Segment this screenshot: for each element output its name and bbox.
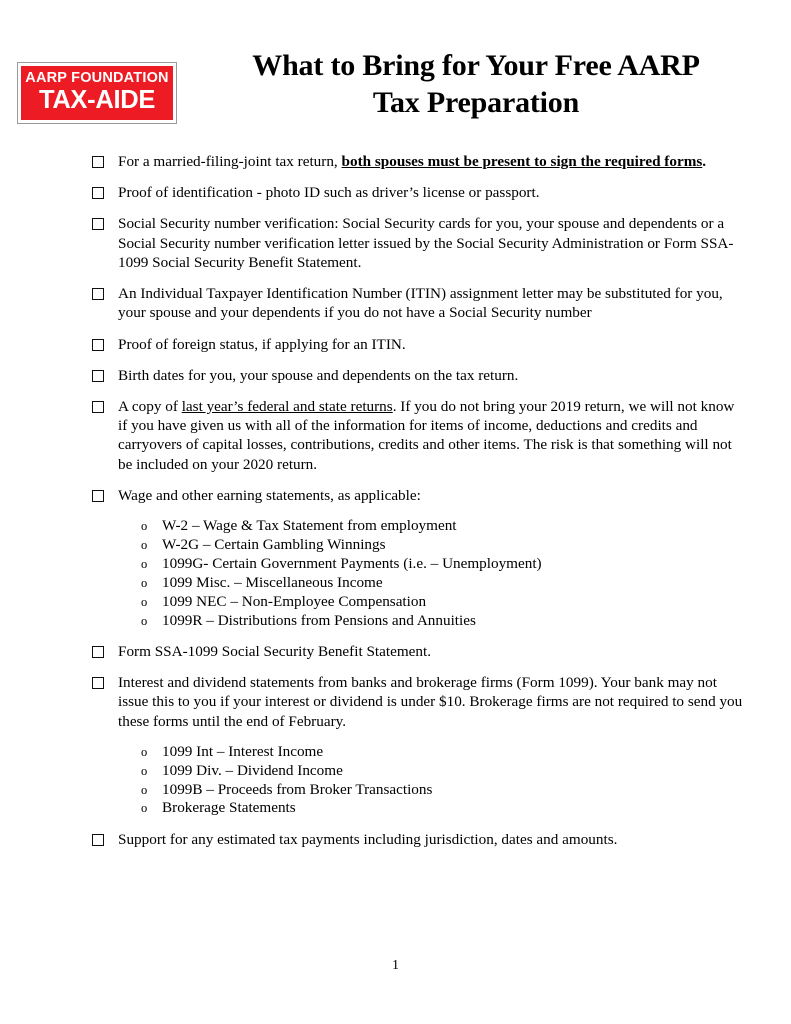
checklist-item-social-security-number-verification — [0, 214, 791, 272]
checkbox-icon[interactable] — [92, 370, 104, 382]
checklist-body — [0, 152, 791, 861]
checklist-item-text: Birth dates for you, your spouse and dependents on the tax return. — [118, 366, 519, 384]
list-item — [0, 799, 791, 817]
list-item-label: Brokerage Statements — [162, 799, 296, 817]
checklist-item-proof-of-identification — [0, 183, 791, 202]
checklist-item-prefix: A copy of — [118, 397, 182, 415]
interest-sublist — [0, 743, 791, 818]
list-item — [0, 555, 791, 573]
checklist-item-text: Wage and other earning statements, as applicable: — [118, 486, 421, 504]
checklist-item-interest-and-dividend-statements — [0, 673, 791, 731]
checkbox-icon[interactable] — [92, 677, 104, 689]
checklist-item-estimated-tax-payments — [0, 830, 791, 849]
checklist-item-married-filing-joint — [0, 152, 791, 171]
checkbox-icon[interactable] — [92, 156, 104, 168]
circle-marker-icon: o — [141, 556, 148, 571]
list-item-label: W-2G – Certain Gambling Winnings — [162, 535, 386, 553]
circle-marker-icon: o — [141, 744, 148, 759]
list-item-label: 1099 Div. – Dividend Income — [162, 761, 343, 779]
checklist-item-wage-and-earning-statements — [0, 486, 791, 505]
checklist-item-text: Support for any estimated tax payments including jurisdiction, dates and amounts. — [118, 830, 618, 848]
wage-sublist — [0, 517, 791, 630]
checklist-item-emphasis: both spouses must be present to sign the required forms — [341, 153, 703, 170]
checklist-item-birth-dates — [0, 366, 791, 385]
checklist-item-text: Interest and dividend statements from banks and brokerage firms (Form 1099). Your bank may not issue this to you if your interest or dividend is under $10. Brokerage firms are not required to send you these forms until the end of February. — [118, 674, 743, 730]
checkbox-icon[interactable] — [92, 490, 104, 502]
page-title-line-1: What to Bring for Your Free AARP — [252, 49, 700, 82]
list-item-label: 1099 NEC – Non-Employee Compensation — [162, 592, 427, 610]
circle-marker-icon: o — [141, 782, 148, 797]
checklist-item-itin-assignment-letter — [0, 284, 791, 322]
list-item-label: 1099 Int – Interest Income — [162, 742, 324, 760]
document-header — [0, 0, 791, 119]
list-item — [0, 762, 791, 780]
logo-red-panel — [21, 66, 173, 120]
checklist-item-suffix: . If you do not bring your 2019 return, we will not know if you have given us with all of the information for items of income, deductions and credits and carryovers of capital losses, contributions, credits and other items. The risk is that something will not be included on your 2020 return. — [118, 397, 735, 473]
list-item — [0, 536, 791, 554]
checklist-item-prior-year-returns — [0, 397, 791, 474]
list-item — [0, 593, 791, 611]
circle-marker-icon: o — [141, 613, 148, 628]
checklist-item-proof-of-foreign-status — [0, 335, 791, 354]
list-item-label: W-2 – Wage & Tax Statement from employment — [162, 517, 457, 535]
checkbox-icon[interactable] — [92, 218, 104, 230]
list-item-label: 1099 Misc. – Miscellaneous Income — [162, 573, 383, 591]
logo-line-tax-aide: TAX-AIDE — [38, 86, 156, 115]
circle-marker-icon: o — [141, 801, 148, 816]
list-item — [0, 574, 791, 592]
checkbox-icon[interactable] — [92, 187, 104, 199]
list-item — [0, 781, 791, 799]
circle-marker-icon: o — [141, 594, 148, 609]
circle-marker-icon: o — [141, 575, 148, 590]
circle-marker-icon: o — [141, 519, 148, 534]
circle-marker-icon: o — [141, 763, 148, 778]
checklist-item-text: For a married-filing-joint tax return, — [118, 153, 342, 170]
checklist-item-text: Social Security number verification: Social Security cards for you, your spouse and dependents or a Social Security number verification letter issued by the Social Security Administration or Form SSA-1099 Social Security Benefit Statement. — [118, 215, 734, 271]
aarp-foundation-tax-aide-logo — [17, 62, 177, 124]
checklist-item-text: Proof of identification - photo ID such as driver’s license or passport. — [118, 184, 540, 202]
checklist-item-tail: . — [702, 153, 707, 170]
page-title — [186, 48, 766, 121]
list-item — [0, 517, 791, 535]
page-title-line-2: Tax Preparation — [372, 85, 580, 119]
list-item-label: 1099R – Distributions from Pensions and Annuities — [162, 611, 476, 629]
checklist-item-text: Form SSA-1099 Social Security Benefit Statement. — [118, 642, 431, 660]
logo-line-aarp-foundation: AARP FOUNDATION — [25, 70, 169, 86]
checklist-item-text: Proof of foreign status, if applying for an ITIN. — [118, 335, 406, 353]
circle-marker-icon: o — [141, 537, 148, 552]
page-number: 1 — [392, 958, 399, 973]
checkbox-icon[interactable] — [92, 339, 104, 351]
checkbox-icon[interactable] — [92, 288, 104, 300]
checkbox-icon[interactable] — [92, 646, 104, 658]
checkbox-icon[interactable] — [92, 401, 104, 413]
checklist-item-form-ssa-1099 — [0, 642, 791, 661]
list-item-label: 1099G- Certain Government Payments (i.e. – Unemployment) — [162, 554, 542, 572]
list-item — [0, 612, 791, 630]
checklist-item-text: An Individual Taxpayer Identification Number (ITIN) assignment letter may be substituted for you, your spouse and your dependents if you do not have a Social Security number — [118, 285, 723, 322]
list-item-label: 1099B – Proceeds from Broker Transactions — [162, 780, 433, 798]
list-item — [0, 743, 791, 761]
checklist-item-underlined: last year’s federal and state returns — [181, 397, 393, 415]
checkbox-icon[interactable] — [92, 834, 104, 846]
